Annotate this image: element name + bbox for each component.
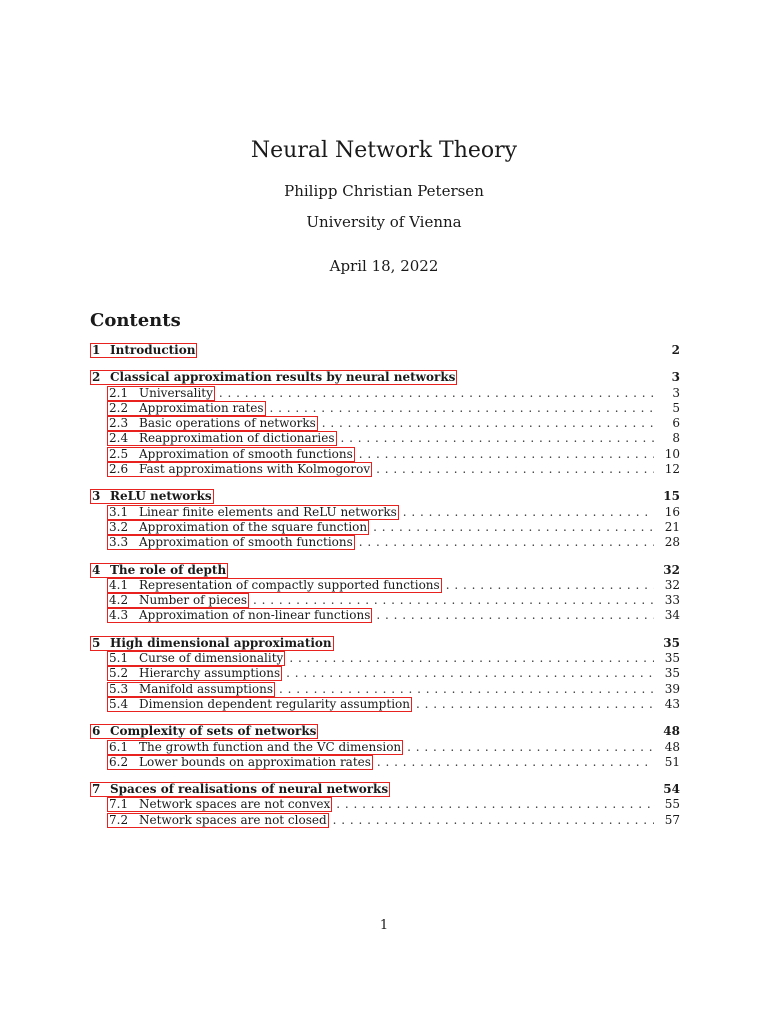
toc-subsection-link[interactable] xyxy=(107,401,266,416)
toc-subsection-row xyxy=(90,535,680,550)
toc-subsection-link[interactable] xyxy=(107,416,318,431)
toc-subsection-row xyxy=(90,813,680,828)
toc-section xyxy=(90,636,680,712)
toc-section-row xyxy=(90,724,680,739)
toc-dot-leader xyxy=(289,651,654,666)
toc-subsection-link[interactable] xyxy=(107,535,355,550)
toc-subsection-page: 21 xyxy=(664,519,680,534)
toc-subsection-row xyxy=(90,401,680,416)
toc-section-title: High dimensional approximation xyxy=(110,635,332,650)
toc-section-link[interactable] xyxy=(90,563,228,578)
toc-subsection-link[interactable] xyxy=(107,593,249,608)
toc-subsection-title: Approximation rates xyxy=(139,400,264,415)
toc-section-link[interactable] xyxy=(90,724,318,739)
toc-subsection-number: 2.4 xyxy=(109,431,129,446)
toc-subsection-number: 4.1 xyxy=(109,577,129,592)
toc-subsection-title: Representation of compactly supported functions xyxy=(139,577,440,592)
toc-subsection-title: Network spaces are not convex xyxy=(139,797,331,812)
toc-subsection-number: 6.2 xyxy=(109,754,129,769)
toc-subsection-number: 3.2 xyxy=(109,519,129,534)
toc-subsection-number: 5.3 xyxy=(109,681,129,696)
toc-dot-leader xyxy=(373,520,654,535)
toc-section-page: 15 xyxy=(663,489,680,504)
toc-subsection-number: 2.5 xyxy=(109,446,129,461)
toc-subsection-row xyxy=(90,505,680,520)
toc-subsection-row xyxy=(90,416,680,431)
toc-section-link[interactable] xyxy=(90,782,390,797)
toc-subsection-link[interactable] xyxy=(107,447,355,462)
toc-section-number: 3 xyxy=(92,489,101,504)
toc-subsection-link[interactable] xyxy=(107,578,442,593)
toc-subsection-title: Linear finite elements and ReLU networks xyxy=(139,504,397,519)
toc-dot-leader xyxy=(376,462,654,477)
toc-subsection-number: 2.2 xyxy=(109,400,129,415)
toc-subsection-page: 8 xyxy=(672,431,680,446)
toc-subsection-title: Basic operations of networks xyxy=(139,416,316,431)
toc-section-row xyxy=(90,343,680,358)
page-number: 1 xyxy=(379,918,389,933)
toc-subsection-number: 6.1 xyxy=(109,739,129,754)
toc-subsection-page: 35 xyxy=(664,651,680,666)
toc-section-row xyxy=(90,563,680,578)
toc-subsection-link[interactable] xyxy=(107,755,373,770)
toc-subsection-link[interactable] xyxy=(107,431,337,446)
toc-subsection-number: 7.1 xyxy=(109,797,129,812)
toc-subsection-title: Network spaces are not closed xyxy=(139,812,327,827)
toc-section-link[interactable] xyxy=(90,343,197,358)
toc-subsection-title: Approximation of non-linear functions xyxy=(139,608,371,623)
toc-section-link[interactable] xyxy=(90,636,334,651)
toc-section-number: 2 xyxy=(92,370,101,385)
toc-section-title: ReLU networks xyxy=(110,489,212,504)
toc-subsection-page: 55 xyxy=(664,797,680,812)
toc-dot-leader xyxy=(407,740,654,755)
toc-subsection-number: 4.3 xyxy=(109,608,129,623)
toc-subsection-row xyxy=(90,386,680,401)
toc-subsection-number: 5.2 xyxy=(109,666,129,681)
toc-subsection-number: 5.1 xyxy=(109,651,129,666)
toc-subsection-page: 6 xyxy=(672,416,680,431)
toc-subsection-row xyxy=(90,697,680,712)
toc-section-row xyxy=(90,489,680,504)
toc-section-page: 48 xyxy=(663,724,680,739)
toc-dot-leader xyxy=(322,416,654,431)
toc-section-link[interactable] xyxy=(90,370,457,385)
toc-subsection-number: 2.3 xyxy=(109,416,129,431)
toc-section xyxy=(90,489,680,550)
toc-subsection-link[interactable] xyxy=(107,462,372,477)
toc-subsection-page: 10 xyxy=(664,446,680,461)
toc-subsection-title: Curse of dimensionality xyxy=(139,651,284,666)
toc-section xyxy=(90,563,680,624)
toc-subsection-page: 5 xyxy=(672,400,680,415)
toc-dot-leader xyxy=(286,666,654,681)
toc-subsection-title: Approximation of smooth functions xyxy=(139,535,353,550)
toc-subsection-page: 43 xyxy=(664,696,680,711)
toc-section-row xyxy=(90,370,680,385)
toc-heading: Contents xyxy=(90,310,181,331)
toc-dot-leader xyxy=(359,535,654,550)
toc-subsection-number: 3.1 xyxy=(109,504,129,519)
toc-section-number: 6 xyxy=(92,724,101,739)
toc-dot-leader xyxy=(253,593,654,608)
toc-subsection-title: Manifold assumptions xyxy=(139,681,274,696)
toc-subsection-page: 35 xyxy=(664,666,680,681)
toc-section-title: Introduction xyxy=(110,343,196,357)
toc-dot-leader xyxy=(416,697,654,712)
toc-dot-leader xyxy=(341,431,654,446)
toc-section-page: 3 xyxy=(671,370,680,385)
document-title: Neural Network Theory xyxy=(250,138,518,163)
toc-section-link[interactable] xyxy=(90,489,214,504)
toc-subsection-row xyxy=(90,740,680,755)
toc-subsection-page: 3 xyxy=(672,385,680,400)
toc-section-row xyxy=(90,782,680,797)
toc-section-number: 7 xyxy=(92,782,101,797)
toc-subsection-link[interactable] xyxy=(107,797,332,812)
toc-dot-leader xyxy=(279,682,654,697)
toc-subsection-page: 12 xyxy=(664,462,680,477)
toc-section xyxy=(90,724,680,770)
toc-subsection-title: Number of pieces xyxy=(139,593,248,608)
toc-subsection-link[interactable] xyxy=(107,520,369,535)
toc-subsection-link[interactable] xyxy=(107,813,329,828)
toc-subsection-link[interactable] xyxy=(107,740,403,755)
toc-subsection-number: 5.4 xyxy=(109,696,129,711)
toc-dot-leader xyxy=(446,578,654,593)
toc-subsection-title: Dimension dependent regularity assumption xyxy=(139,696,410,711)
toc-subsection-page: 34 xyxy=(664,608,680,623)
toc-dot-leader xyxy=(403,505,654,520)
toc-subsection-row xyxy=(90,520,680,535)
toc-subsection-row xyxy=(90,447,680,462)
toc-section xyxy=(90,343,680,358)
toc-dot-leader xyxy=(270,401,654,416)
toc-section-number: 1 xyxy=(92,343,101,357)
toc-subsection-row xyxy=(90,593,680,608)
toc-subsection-number: 4.2 xyxy=(109,593,129,608)
toc-subsection-link[interactable] xyxy=(107,682,275,697)
toc-subsection-number: 3.3 xyxy=(109,535,129,550)
toc-section-row xyxy=(90,636,680,651)
toc-subsection-page: 57 xyxy=(664,812,680,827)
toc-section-title: Classical approximation results by neural networks xyxy=(110,370,456,385)
toc-section-page: 2 xyxy=(671,343,680,357)
toc-subsection-row xyxy=(90,462,680,477)
toc-section xyxy=(90,370,680,477)
toc-subsection-title: The growth function and the VC dimension xyxy=(139,739,402,754)
document-date: April 18, 2022 xyxy=(329,257,439,275)
toc-subsection-link[interactable] xyxy=(107,386,215,401)
toc-subsection-link[interactable] xyxy=(107,697,412,712)
toc-dot-leader xyxy=(336,797,654,812)
toc-subsection-title: Universality xyxy=(139,385,213,400)
toc-subsection-row xyxy=(90,431,680,446)
toc-subsection-row xyxy=(90,651,680,666)
toc-dot-leader xyxy=(376,608,654,623)
toc-dot-leader xyxy=(219,386,654,401)
toc-subsection-title: Lower bounds on approximation rates xyxy=(139,754,371,769)
toc-subsection-page: 48 xyxy=(664,739,680,754)
toc-section-page: 54 xyxy=(663,782,680,797)
document-affiliation: University of Vienna xyxy=(306,213,462,231)
toc-subsection-row xyxy=(90,682,680,697)
document-author: Philipp Christian Petersen xyxy=(284,182,484,200)
toc-section-page: 35 xyxy=(663,635,680,650)
toc-section-number: 4 xyxy=(92,562,101,577)
toc-section xyxy=(90,782,680,828)
toc-dot-leader xyxy=(333,813,654,828)
toc-subsection-page: 32 xyxy=(664,577,680,592)
toc-dot-leader xyxy=(377,755,654,770)
toc-subsection-number: 7.2 xyxy=(109,812,129,827)
toc-subsection-title: Reapproximation of dictionaries xyxy=(139,431,335,446)
toc-subsection-row xyxy=(90,797,680,812)
toc-section-number: 5 xyxy=(92,635,101,650)
toc-subsection-page: 39 xyxy=(664,681,680,696)
toc-subsection-number: 2.6 xyxy=(109,462,129,477)
toc-subsection-title: Approximation of smooth functions xyxy=(139,446,353,461)
toc-dot-leader xyxy=(359,447,654,462)
table-of-contents xyxy=(90,343,680,840)
toc-subsection-link[interactable] xyxy=(107,651,285,666)
toc-subsection-row xyxy=(90,608,680,623)
toc-subsection-page: 33 xyxy=(664,593,680,608)
toc-subsection-page: 16 xyxy=(664,504,680,519)
toc-subsection-page: 51 xyxy=(664,754,680,769)
toc-subsection-title: Approximation of the square function xyxy=(139,519,368,534)
toc-section-title: Complexity of sets of networks xyxy=(110,724,317,739)
toc-subsection-row xyxy=(90,666,680,681)
toc-section-page: 32 xyxy=(663,562,680,577)
toc-subsection-number: 2.1 xyxy=(109,385,129,400)
toc-subsection-title: Fast approximations with Kolmogorov xyxy=(139,462,371,477)
toc-subsection-title: Hierarchy assumptions xyxy=(139,666,281,681)
toc-subsection-row xyxy=(90,755,680,770)
toc-section-title: Spaces of realisations of neural networks xyxy=(110,782,389,797)
toc-subsection-row xyxy=(90,578,680,593)
toc-subsection-link[interactable] xyxy=(107,666,282,681)
toc-subsection-page: 28 xyxy=(664,535,680,550)
toc-section-title: The role of depth xyxy=(110,562,227,577)
toc-subsection-link[interactable] xyxy=(107,505,399,520)
toc-subsection-link[interactable] xyxy=(107,608,372,623)
